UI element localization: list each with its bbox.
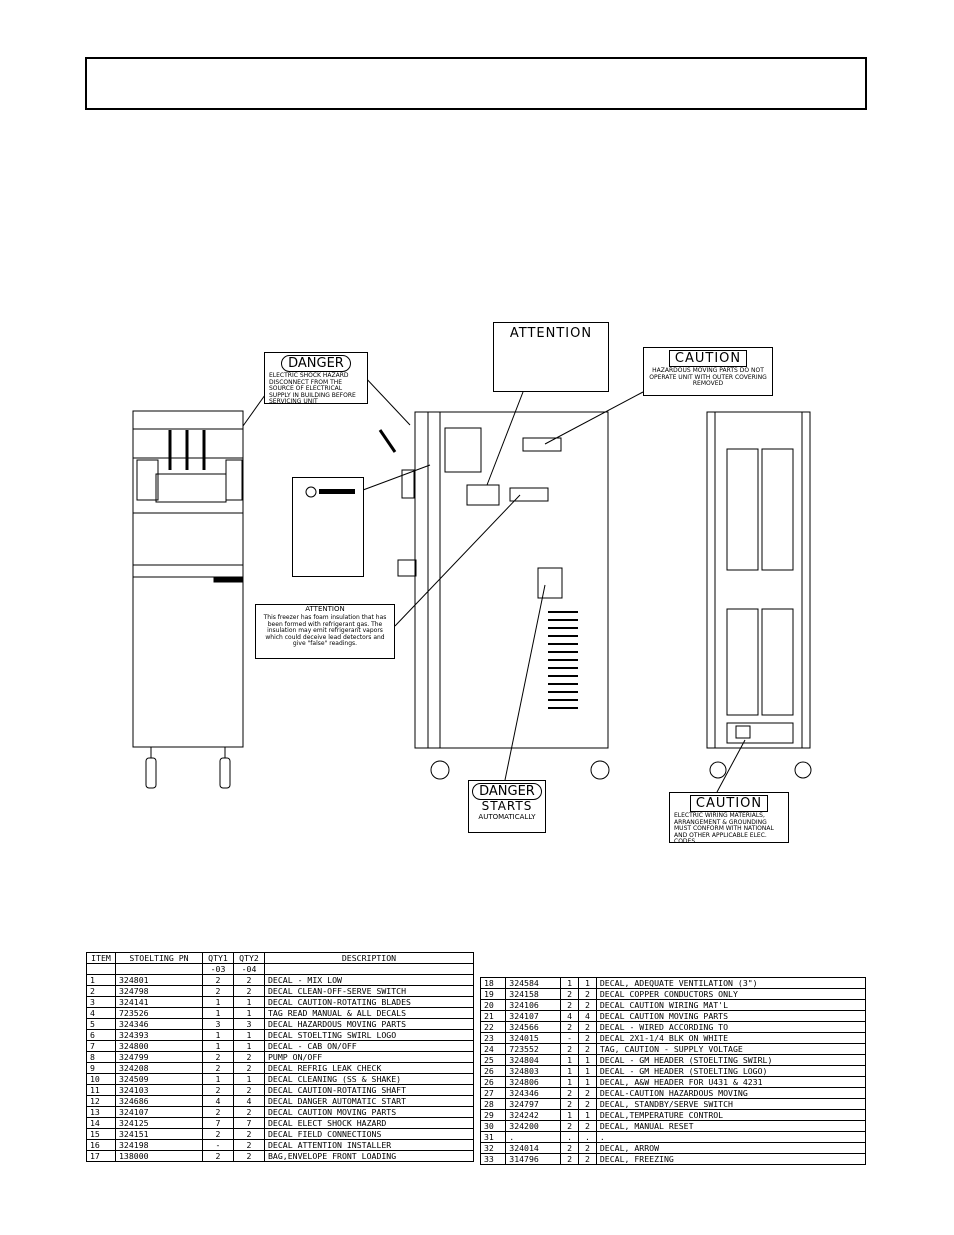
cell-desc: DECAL, ARROW (596, 1143, 865, 1154)
cell-qty1: 2 (561, 1044, 579, 1055)
cell-item: 20 (481, 1000, 506, 1011)
cell-pn: 324125 (116, 1118, 203, 1129)
parts-table-right (480, 977, 866, 1165)
cell-qty1: 1 (561, 1066, 579, 1077)
table-row (481, 978, 866, 989)
cell-desc: DECAL - GM HEADER (STOELTING SWIRL) (596, 1055, 865, 1066)
table-subheader-row (87, 964, 474, 975)
cell-item: 11 (87, 1085, 116, 1096)
cell-qty2: 4 (234, 1096, 265, 1107)
cell-item: 33 (481, 1154, 506, 1165)
table-header-row (87, 953, 474, 964)
table-row (87, 1151, 474, 1162)
cell-item: 27 (481, 1088, 506, 1099)
cell-qty2: 2 (234, 1063, 265, 1074)
cell-desc: DECAL CAUTION MOVING PARTS (596, 1011, 865, 1022)
table-row (481, 1088, 866, 1099)
cell-qty1: 2 (561, 1088, 579, 1099)
cell-qty2: 2 (234, 1151, 265, 1162)
cell-desc: DECAL REFRIG LEAK CHECK (265, 1063, 474, 1074)
cell-qty1: 3 (203, 1019, 234, 1030)
danger-starts-line2: AUTOMATICALLY (478, 813, 536, 821)
danger-starts-title: DANGER (472, 783, 542, 800)
label-attention-top (493, 322, 609, 392)
cell-qty2: 1 (234, 1030, 265, 1041)
table-row (481, 1077, 866, 1088)
cell-item: 13 (87, 1107, 116, 1118)
cell-desc: DECAL STOELTING SWIRL LOGO (265, 1030, 474, 1041)
cell-qty1: 2 (561, 1000, 579, 1011)
cell-pn: 324801 (116, 975, 203, 986)
cell-qty2: 1 (578, 1066, 596, 1077)
cell-item: 23 (481, 1033, 506, 1044)
cell-qty2: 2 (234, 1107, 265, 1118)
cell-pn: 324198 (116, 1140, 203, 1151)
table-row (87, 1118, 474, 1129)
cell-item: 24 (481, 1044, 506, 1055)
cell-pn: 324803 (506, 1066, 561, 1077)
cell-desc: DECAL - MIX LOW (265, 975, 474, 986)
cell-qty1: 2 (203, 1063, 234, 1074)
cell-qty2: 1 (578, 978, 596, 989)
cell-qty1: 2 (203, 986, 234, 997)
cell-desc: DECAL - CAB ON/OFF (265, 1041, 474, 1052)
cell-desc: PUMP ON/OFF (265, 1052, 474, 1063)
table-row (87, 986, 474, 997)
cell-desc: . (596, 1132, 865, 1143)
label-caution-moving-parts (643, 347, 773, 396)
cell-desc: DECAL,TEMPERATURE CONTROL (596, 1110, 865, 1121)
cell-item: 6 (87, 1030, 116, 1041)
cell-qty2: 2 (234, 1140, 265, 1151)
caution-text: HAZARDOUS MOVING PARTS DO NOT OPERATE UNIT WITH OUTER COVERING REMOVED (649, 367, 767, 387)
cell-item: 25 (481, 1055, 506, 1066)
cell-pn: 324346 (506, 1088, 561, 1099)
attention-insulation-title: ATTENTION (305, 605, 345, 613)
cell-item: 30 (481, 1121, 506, 1132)
cell-qty1: 1 (203, 1041, 234, 1052)
col-pn: STOELTING PN (116, 953, 203, 964)
cell-item: 18 (481, 978, 506, 989)
cell-qty1: 4 (561, 1011, 579, 1022)
side-view-machine (380, 412, 609, 779)
cell-qty1: 1 (203, 1074, 234, 1085)
cell-desc: DECAL, ADEQUATE VENTILATION (3") (596, 978, 865, 989)
cell-qty1: 2 (203, 1129, 234, 1140)
parts-table-left (86, 952, 474, 1162)
cell-desc: DECAL, MANUAL RESET (596, 1121, 865, 1132)
cell-item: 26 (481, 1077, 506, 1088)
danger-starts-line1: STARTS (481, 799, 533, 813)
table-row (87, 1041, 474, 1052)
cell-desc: DECAL FIELD CONNECTIONS (265, 1129, 474, 1140)
table-row (481, 1066, 866, 1077)
table-row (481, 1055, 866, 1066)
cell-qty1: 1 (561, 1110, 579, 1121)
cell-desc: DECAL - WIRED ACCORDING TO (596, 1022, 865, 1033)
cell-qty2: . (578, 1132, 596, 1143)
cell-desc: DECAL CAUTION-ROTATING BLADES (265, 997, 474, 1008)
cell-qty2: 2 (234, 1052, 265, 1063)
cell-desc: TAG READ MANUAL & ALL DECALS (265, 1008, 474, 1019)
cell-qty1: 2 (203, 1052, 234, 1063)
cell-qty1: - (561, 1033, 579, 1044)
cell-pn: 324393 (116, 1030, 203, 1041)
cell-pn: 324798 (116, 986, 203, 997)
cell-qty1: 2 (561, 1143, 579, 1154)
cell-qty1: 2 (203, 1151, 234, 1162)
cell-pn: 324103 (116, 1085, 203, 1096)
cell-pn: 324015 (506, 1033, 561, 1044)
cell-pn: . (506, 1132, 561, 1143)
cell-qty2: 3 (234, 1019, 265, 1030)
table-row (481, 1154, 866, 1165)
label-attention-insulation (255, 604, 395, 659)
table-row (481, 989, 866, 1000)
cell-qty2: 2 (578, 1088, 596, 1099)
table-row (87, 1129, 474, 1140)
cell-item: 15 (87, 1129, 116, 1140)
cell-item: 19 (481, 989, 506, 1000)
cell-pn: 314796 (506, 1154, 561, 1165)
cell-pn: 324797 (506, 1099, 561, 1110)
cell-qty2: 2 (234, 986, 265, 997)
cell-item: 16 (87, 1140, 116, 1151)
cell-qty1: 2 (561, 1099, 579, 1110)
cell-item: 21 (481, 1011, 506, 1022)
cell-qty1: 1 (203, 1030, 234, 1041)
cell-qty1: 2 (561, 1154, 579, 1165)
cell-qty2: 2 (578, 1022, 596, 1033)
cell-item: 31 (481, 1132, 506, 1143)
cell-pn: 324806 (506, 1077, 561, 1088)
cell-pn: 324107 (116, 1107, 203, 1118)
cell-item: 1 (87, 975, 116, 986)
qty1-sub: -03 (203, 964, 234, 975)
cell-qty1: 2 (203, 975, 234, 986)
cell-desc: DECAL COPPER CONDUCTORS ONLY (596, 989, 865, 1000)
caution-wiring-title: CAUTION (690, 795, 768, 812)
cell-item: 22 (481, 1022, 506, 1033)
caution-title: CAUTION (669, 350, 747, 367)
attention-insulation-text: This freezer has foam insulation that has been formed with refrigerant gas. The insulation may emit refrigerant vapors which could deceive lead detectors and give "false" readings. (263, 614, 387, 647)
table-row (87, 997, 474, 1008)
cell-qty1: 4 (203, 1096, 234, 1107)
table-row (87, 1063, 474, 1074)
cell-desc: DECAL CAUTION MOVING PARTS (265, 1107, 474, 1118)
cell-item: 28 (481, 1099, 506, 1110)
table-row (87, 1030, 474, 1041)
cell-qty1: - (203, 1140, 234, 1151)
cell-pn: 324686 (116, 1096, 203, 1107)
table-row (481, 1033, 866, 1044)
table-row (87, 1140, 474, 1151)
cell-qty2: 1 (578, 1055, 596, 1066)
danger-text: ELECTRIC SHOCK HAZARD DISCONNECT FROM THE SOURCE OF ELECTRICAL SUPPLY IN BUILDING BEFORE SERVICING UNIT (269, 372, 356, 405)
cell-item: 2 (87, 986, 116, 997)
table-row (87, 1085, 474, 1096)
table-row (87, 1107, 474, 1118)
cell-pn: 324107 (506, 1011, 561, 1022)
cell-qty1: 2 (561, 1022, 579, 1033)
cell-item: 14 (87, 1118, 116, 1129)
cell-qty1: 1 (203, 997, 234, 1008)
cell-item: 3 (87, 997, 116, 1008)
table-row (481, 1121, 866, 1132)
caution-wiring-text: ELECTRIC WIRING MATERIALS, ARRANGEMENT & GROUNDING MUST CONFORM WITH NATIONAL AND OTHER APPLICABLE ELEC. CODES (674, 812, 774, 845)
cell-qty1: 2 (203, 1107, 234, 1118)
cell-pn: 324800 (116, 1041, 203, 1052)
cell-desc: DECAL CLEANING (SS & SHAKE) (265, 1074, 474, 1085)
cell-qty2: 1 (234, 997, 265, 1008)
cell-item: 7 (87, 1041, 116, 1052)
cell-desc: DECAL CLEAN-OFF-SERVE SWITCH (265, 986, 474, 997)
cell-item: 4 (87, 1008, 116, 1019)
cell-item: 32 (481, 1143, 506, 1154)
table-row (481, 1000, 866, 1011)
cell-desc: TAG, CAUTION - SUPPLY VOLTAGE (596, 1044, 865, 1055)
label-danger-starts (468, 780, 546, 833)
cell-qty2: 2 (578, 1033, 596, 1044)
cell-desc: DECAL ATTENTION INSTALLER (265, 1140, 474, 1151)
danger-title: DANGER (281, 355, 351, 372)
cell-qty2: 1 (234, 1074, 265, 1085)
cell-pn: 324346 (116, 1019, 203, 1030)
cell-desc: DECAL HAZARDOUS MOVING PARTS (265, 1019, 474, 1030)
cell-desc: DECAL ELECT SHOCK HAZARD (265, 1118, 474, 1129)
cell-pn: 324200 (506, 1121, 561, 1132)
cell-item: 8 (87, 1052, 116, 1063)
cell-pn: 324158 (506, 989, 561, 1000)
cell-desc: DECAL CAUTION-ROTATING SHAFT (265, 1085, 474, 1096)
cell-desc: DECAL-CAUTION HAZARDOUS MOVING (596, 1088, 865, 1099)
table-row (481, 1011, 866, 1022)
table-row (481, 1044, 866, 1055)
table-row (481, 1132, 866, 1143)
cell-qty2: 2 (234, 975, 265, 986)
cell-qty2: 2 (578, 1121, 596, 1132)
table-row (87, 1074, 474, 1085)
table-row (87, 1008, 474, 1019)
cell-qty1: 1 (203, 1008, 234, 1019)
cell-pn: 138000 (116, 1151, 203, 1162)
cell-desc: DECAL, FREEZING (596, 1154, 865, 1165)
cell-qty2: 2 (578, 1154, 596, 1165)
cell-desc: DECAL CAUTION WIRING MAT'L (596, 1000, 865, 1011)
cell-qty1: 2 (561, 1121, 579, 1132)
cell-item: 26 (481, 1066, 506, 1077)
col-qty1: QTY1 (203, 953, 234, 964)
cell-pn: 324106 (506, 1000, 561, 1011)
cell-pn: 324509 (116, 1074, 203, 1085)
cell-item: 9 (87, 1063, 116, 1074)
cell-qty1: 1 (561, 978, 579, 989)
col-desc: DESCRIPTION (265, 953, 474, 964)
cell-qty2: 2 (578, 1000, 596, 1011)
cell-qty1: 1 (561, 1077, 579, 1088)
cell-qty2: 2 (234, 1129, 265, 1140)
cell-qty2: 2 (578, 1143, 596, 1154)
label-stoelting-logo (292, 477, 364, 577)
cell-pn: 324014 (506, 1143, 561, 1154)
cell-desc: DECAL, A&W HEADER FOR U431 & 4231 (596, 1077, 865, 1088)
cell-desc: DECAL 2X1-1/4 BLK ON WHITE (596, 1033, 865, 1044)
cell-item: 29 (481, 1110, 506, 1121)
cell-pn: 324584 (506, 978, 561, 989)
cell-desc: DECAL - GM HEADER (STOELTING LOGO) (596, 1066, 865, 1077)
cell-desc: DECAL, STANDBY/SERVE SWITCH (596, 1099, 865, 1110)
cell-desc: DECAL DANGER AUTOMATIC START (265, 1096, 474, 1107)
table-row (87, 975, 474, 986)
cell-qty1: 1 (561, 1055, 579, 1066)
cell-qty2: 4 (578, 1011, 596, 1022)
cell-item: 12 (87, 1096, 116, 1107)
cell-item: 17 (87, 1151, 116, 1162)
cell-pn: 324141 (116, 997, 203, 1008)
table-row (87, 1019, 474, 1030)
cell-pn: 324566 (506, 1022, 561, 1033)
label-caution-wiring (669, 792, 789, 843)
cell-qty1: 7 (203, 1118, 234, 1129)
cell-item: 10 (87, 1074, 116, 1085)
cell-desc: BAG,ENVELOPE FRONT LOADING (265, 1151, 474, 1162)
table-row (481, 1110, 866, 1121)
cell-qty2: 7 (234, 1118, 265, 1129)
stoelting-swirl-icon (293, 478, 363, 508)
cell-qty2: 2 (578, 989, 596, 1000)
cell-qty2: 1 (234, 1041, 265, 1052)
cell-item: 5 (87, 1019, 116, 1030)
label-danger-shock (264, 352, 368, 404)
cell-qty1: 2 (561, 989, 579, 1000)
rear-view-machine (707, 412, 811, 778)
table-row (481, 1143, 866, 1154)
table-row (87, 1096, 474, 1107)
cell-qty2: 2 (578, 1099, 596, 1110)
table-row (481, 1099, 866, 1110)
qty2-sub: -04 (234, 964, 265, 975)
table-row (87, 1052, 474, 1063)
table-row (481, 1022, 866, 1033)
cell-qty2: 1 (578, 1110, 596, 1121)
cell-qty1: 2 (203, 1085, 234, 1096)
cell-pn: 324151 (116, 1129, 203, 1140)
cell-qty1: . (561, 1132, 579, 1143)
front-view-machine (133, 411, 243, 788)
col-item: ITEM (87, 953, 116, 964)
col-qty2: QTY2 (234, 953, 265, 964)
cell-pn: 723526 (116, 1008, 203, 1019)
cell-pn: 324242 (506, 1110, 561, 1121)
cell-pn: 324799 (116, 1052, 203, 1063)
cell-qty2: 1 (578, 1077, 596, 1088)
cell-qty2: 2 (234, 1085, 265, 1096)
cell-qty2: 2 (578, 1044, 596, 1055)
cell-pn: 324804 (506, 1055, 561, 1066)
cell-pn: 324208 (116, 1063, 203, 1074)
cell-qty2: 1 (234, 1008, 265, 1019)
attention-title: ATTENTION (509, 326, 593, 341)
cell-pn: 723552 (506, 1044, 561, 1055)
